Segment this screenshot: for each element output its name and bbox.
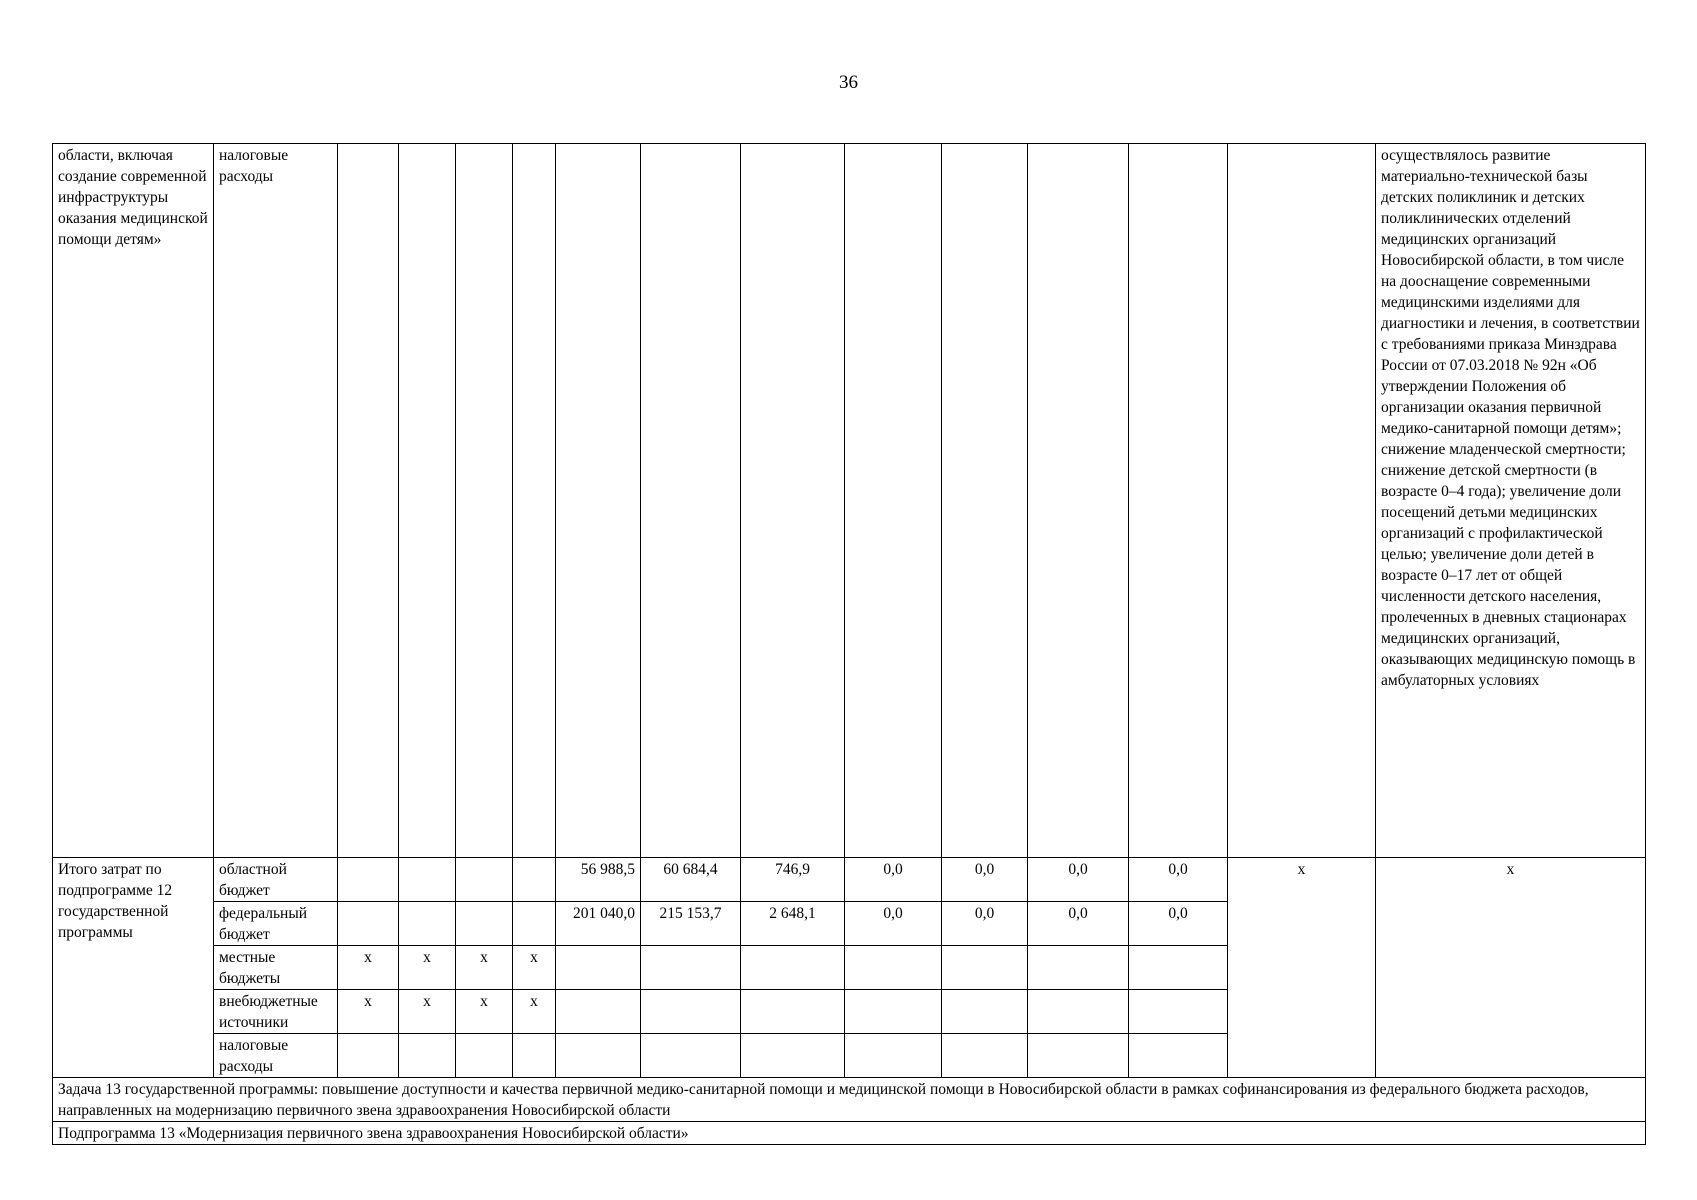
result-mark: x xyxy=(1376,858,1646,1078)
page-number: 36 xyxy=(839,72,858,93)
financing-table xyxy=(52,143,1646,1145)
value-cell: 215 153,7 xyxy=(641,902,741,946)
value-cell: 0,0 xyxy=(845,858,942,902)
totals-row xyxy=(53,858,1646,902)
value-cell: 0,0 xyxy=(942,858,1028,902)
source-cell: областной бюджет xyxy=(214,858,338,902)
goal-text-cell: области, включая создание современной инфраструктуры оказания медицинской помощи детям» xyxy=(53,144,214,858)
value-cell: 56 988,5 xyxy=(556,858,641,902)
totals-label: Итого затрат по подпрограмме 12 государственной программы xyxy=(53,858,214,1078)
value-cell: 0,0 xyxy=(1028,858,1129,902)
value-cell: 201 040,0 xyxy=(556,902,641,946)
value-cell: 0,0 xyxy=(1129,902,1228,946)
value-cell: 0,0 xyxy=(845,902,942,946)
subprogram-row xyxy=(53,1122,1646,1145)
expected-result-cell: осуществлялось развитие материально-технической базы детских поликлиник и детских поликлинических отделений медицинских организаций Новосибирской области, в том числе на дооснащение современными медицинскими изделиями для диагностики и лечения, в соответствии с требованиями приказа Минздрава России от 07.03.2018 № 92н «Об утверждении Положения об организации оказания первичной медико-санитарной помощи детям»; снижение младенческой смертности; снижение детской смертности (в возрасте 0–4 года); увеличение доли посещений детьми медицинских организаций с профилактической целью; увеличение доли детей в возрасте 0–17 лет от общей численности детского населения, пролеченных в дневных стационарах медицинских организаций, оказывающих медицинскую помощь в амбулаторных условиях xyxy=(1376,144,1646,858)
source-cell: внебюджетные источники xyxy=(214,990,338,1034)
value-cell: 2 648,1 xyxy=(741,902,845,946)
source-cell: налоговые расходы xyxy=(214,144,338,858)
value-cell: 0,0 xyxy=(942,902,1028,946)
task-row xyxy=(53,1078,1646,1122)
task-13-text: Задача 13 государственной программы: повышение доступности и качества первичной медико-санитарной помощи и медицинской помощи в Новосибирской области в рамках софинансирования из федерального бюджета расходов, направленных на модернизацию первичного звена здравоохранения Новосибирской области xyxy=(53,1078,1646,1122)
executor-mark: x xyxy=(1228,858,1376,1078)
subprogram-13-title: Подпрограмма 13 «Модернизация первичного звена здравоохранения Новосибирской области» xyxy=(53,1122,1646,1145)
totals-row: местные бюджеты x x x x xyxy=(53,946,1646,990)
value-cell: 746,9 xyxy=(741,858,845,902)
source-cell: федеральный бюджет xyxy=(214,902,338,946)
source-cell: местные бюджеты xyxy=(214,946,338,990)
value-cell: 0,0 xyxy=(1028,902,1129,946)
continuation-row xyxy=(53,144,1646,858)
source-cell: налоговые расходы xyxy=(214,1034,338,1078)
value-cell: 0,0 xyxy=(1129,858,1228,902)
value-cell: 60 684,4 xyxy=(641,858,741,902)
totals-row: внебюджетные источники x x x x xyxy=(53,990,1646,1034)
